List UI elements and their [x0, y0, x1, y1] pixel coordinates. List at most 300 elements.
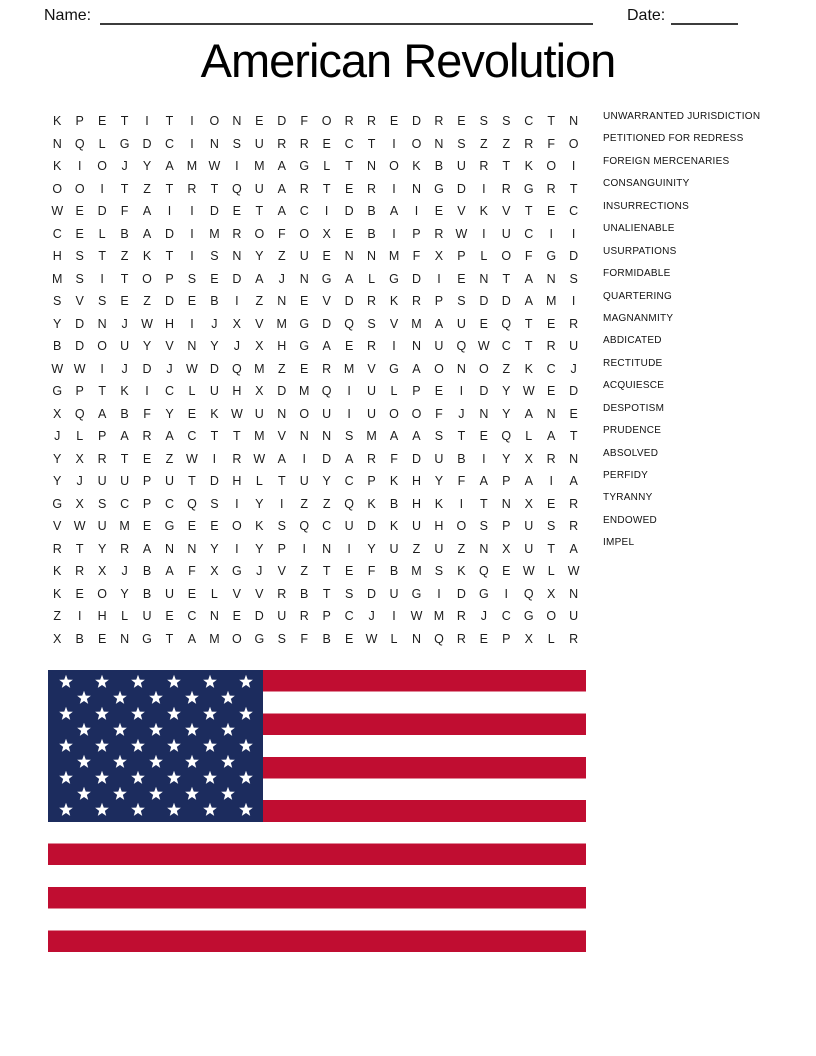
word-list-item: RECTITUDE — [603, 357, 663, 369]
grid-letter: Y — [53, 474, 62, 489]
grid-letter: U — [254, 181, 264, 196]
grid-letter: W — [455, 226, 468, 241]
grid-letter: H — [277, 339, 287, 354]
grid-letter: I — [571, 226, 576, 241]
grid-letter: S — [75, 249, 84, 264]
grid-letter: J — [121, 316, 128, 331]
grid-letter: T — [547, 114, 556, 129]
grid-letter: I — [324, 204, 329, 219]
grid-letter: I — [235, 159, 239, 174]
grid-letter: G — [523, 609, 534, 624]
grid-letter: Z — [143, 294, 151, 309]
grid-letter: L — [480, 249, 488, 264]
grid-letter: M — [433, 609, 445, 624]
grid-letter: T — [547, 541, 556, 556]
grid-letter: O — [254, 226, 265, 241]
flag-star — [113, 755, 127, 768]
grid-letter: O — [97, 159, 107, 174]
grid-letter: S — [457, 294, 466, 309]
grid-letter: W — [51, 204, 64, 219]
grid-letter: Y — [210, 541, 219, 556]
word-list-item: IMPEL — [603, 537, 635, 549]
flag-star — [95, 771, 109, 784]
grid-letter: I — [347, 406, 351, 421]
grid-letter: K — [389, 519, 399, 534]
grid-letter: N — [164, 541, 174, 556]
grid-letter: U — [524, 541, 534, 556]
grid-letter: U — [120, 339, 130, 354]
grid-letter: X — [434, 249, 444, 264]
grid-letter: D — [164, 226, 174, 241]
grid-letter: O — [568, 136, 579, 151]
grid-letter: I — [571, 294, 576, 309]
grid-letter: H — [232, 474, 242, 489]
grid-letter: T — [524, 204, 533, 219]
grid-letter: G — [119, 136, 130, 151]
grid-letter: O — [142, 271, 152, 286]
grid-letter: R — [277, 136, 287, 151]
word-list — [603, 106, 760, 555]
grid-letter: B — [300, 586, 309, 601]
grid-letter: C — [344, 474, 354, 489]
grid-letter: Z — [277, 361, 286, 376]
word-list-item: DESPOTISM — [603, 402, 665, 414]
grid-letter: N — [322, 541, 332, 556]
grid-letter: R — [569, 631, 579, 646]
grid-letter: J — [368, 609, 375, 624]
grid-letter: E — [344, 181, 354, 196]
grid-letter: O — [231, 519, 242, 534]
grid-letter: Y — [502, 406, 511, 421]
grid-letter: R — [434, 114, 444, 129]
grid-letter: S — [479, 519, 488, 534]
flag-star — [131, 739, 145, 752]
grid-letter: B — [389, 496, 399, 511]
grid-letter: S — [53, 294, 62, 309]
grid-letter: G — [142, 631, 152, 646]
grid-letter: K — [53, 159, 62, 174]
grid-letter: P — [434, 294, 444, 309]
grid-letter: P — [502, 474, 511, 489]
grid-letter: B — [322, 631, 331, 646]
grid-letter: U — [524, 519, 534, 534]
grid-letter: N — [209, 136, 219, 151]
grid-letter: R — [501, 181, 511, 196]
grid-letter: Y — [255, 249, 264, 264]
grid-letter: H — [164, 316, 174, 331]
flag-star — [203, 771, 217, 784]
grid-letter: S — [457, 136, 466, 151]
grid-letter: A — [277, 451, 286, 466]
grid-letter: U — [411, 519, 421, 534]
grid-letter: S — [569, 271, 578, 286]
grid-letter: T — [210, 181, 219, 196]
grid-letter: G — [254, 631, 265, 646]
grid-letter: P — [75, 384, 84, 399]
grid-letter: F — [367, 564, 376, 579]
grid-letter: Q — [74, 136, 85, 151]
grid-letter: L — [547, 564, 555, 579]
grid-letter: W — [186, 361, 198, 376]
grid-letter: T — [524, 339, 533, 354]
grid-letter: A — [344, 451, 354, 466]
grid-letter: D — [277, 114, 287, 129]
grid-letter: Q — [231, 361, 242, 376]
grid-letter: S — [75, 271, 84, 286]
grid-letter: X — [524, 496, 533, 511]
grid-letter: V — [53, 519, 62, 534]
grid-letter: O — [501, 249, 512, 264]
grid-letter: U — [209, 384, 219, 399]
grid-letter: G — [478, 586, 489, 601]
grid-letter: A — [412, 361, 421, 376]
grid-letter: G — [389, 271, 399, 286]
grid-letter: W — [410, 609, 423, 624]
grid-letter: M — [545, 294, 557, 309]
grid-letter: U — [434, 541, 444, 556]
grid-letter: L — [390, 384, 398, 399]
grid-letter: A — [322, 339, 331, 354]
grid-letter: I — [235, 541, 239, 556]
grid-letter: B — [120, 406, 129, 421]
grid-letter: T — [480, 496, 488, 511]
grid-letter: P — [142, 474, 152, 489]
grid-letter: D — [75, 316, 85, 331]
grid-letter: Q — [344, 316, 354, 331]
grid-letter: I — [100, 181, 104, 196]
grid-letter: M — [343, 361, 355, 376]
grid-letter: V — [389, 316, 399, 331]
word-list-item: ACQUIESCE — [603, 380, 665, 392]
grid-letter: C — [120, 496, 130, 511]
flag-star — [239, 803, 253, 816]
grid-letter: N — [277, 294, 287, 309]
grid-letter: R — [569, 496, 579, 511]
grid-letter: J — [121, 159, 128, 174]
grid-letter: R — [367, 339, 377, 354]
grid-letter: Z — [300, 496, 309, 511]
grid-letter: S — [344, 586, 354, 601]
word-list-item: FORMIDABLE — [603, 268, 671, 280]
grid-letter: A — [142, 541, 152, 556]
flag-star — [221, 787, 235, 800]
grid-letter: A — [524, 406, 533, 421]
grid-letter: Y — [367, 541, 376, 556]
grid-letter: Z — [502, 361, 511, 376]
flag-star — [149, 755, 163, 768]
grid-letter: U — [501, 226, 511, 241]
grid-letter: R — [456, 631, 466, 646]
grid-letter: M — [209, 631, 220, 646]
grid-letter: N — [209, 609, 219, 624]
grid-letter: N — [569, 451, 579, 466]
grid-letter: D — [479, 294, 489, 309]
grid-letter: N — [411, 631, 421, 646]
grid-letter: E — [547, 496, 556, 511]
grid-letter: A — [277, 159, 286, 174]
grid-letter: E — [434, 384, 444, 399]
grid-letter: O — [74, 181, 85, 196]
grid-letter: F — [457, 474, 466, 489]
grid-letter: D — [344, 294, 354, 309]
grid-letter: Q — [434, 631, 444, 646]
grid-letter: A — [479, 474, 488, 489]
grid-letter: L — [525, 429, 533, 444]
grid-letter: E — [97, 114, 107, 129]
grid-letter: N — [97, 316, 107, 331]
grid-letter: T — [345, 159, 353, 174]
grid-letter: A — [547, 429, 556, 444]
grid-letter: V — [322, 294, 331, 309]
grid-letter: N — [411, 181, 421, 196]
grid-letter: R — [569, 316, 579, 331]
word-list-item: PRUDENCE — [603, 425, 662, 437]
grid-letter: C — [299, 204, 309, 219]
flag-star — [59, 739, 73, 752]
grid-letter: R — [524, 136, 534, 151]
grid-letter: O — [97, 339, 107, 354]
grid-letter: F — [143, 406, 151, 421]
grid-letter: E — [187, 294, 197, 309]
grid-letter: B — [367, 226, 376, 241]
grid-letter: I — [302, 541, 306, 556]
grid-letter: X — [53, 631, 62, 646]
grid-letter: C — [344, 609, 354, 624]
grid-letter: I — [190, 114, 194, 129]
grid-letter: P — [97, 429, 107, 444]
grid-letter: A — [165, 564, 174, 579]
grid-letter: A — [142, 204, 152, 219]
grid-letter: D — [254, 609, 264, 624]
flag-star — [113, 787, 127, 800]
flag-star — [113, 723, 127, 736]
grid-letter: R — [411, 294, 421, 309]
flag-star — [239, 675, 253, 688]
flag-star — [149, 723, 163, 736]
grid-letter: T — [98, 249, 106, 264]
grid-letter: I — [482, 451, 486, 466]
grid-letter: I — [549, 226, 553, 241]
flag-star — [203, 675, 217, 688]
word-list-item: ENDOWED — [603, 514, 657, 526]
grid-letter: F — [188, 564, 196, 579]
grid-letter: V — [457, 204, 466, 219]
grid-letter: E — [547, 384, 556, 399]
flag-star — [167, 771, 181, 784]
grid-letter: U — [344, 519, 354, 534]
word-search-grid — [46, 110, 585, 650]
grid-letter: P — [165, 271, 174, 286]
grid-letter: K — [389, 294, 399, 309]
grid-letter: J — [121, 564, 128, 579]
grid-letter: K — [53, 586, 62, 601]
grid-letter: I — [280, 496, 284, 511]
grid-letter: E — [300, 361, 309, 376]
grid-letter: E — [457, 271, 466, 286]
grid-letter: E — [547, 204, 556, 219]
grid-letter: N — [569, 114, 579, 129]
word-list-item: UNALIENABLE — [603, 223, 675, 235]
flag-star — [221, 691, 235, 704]
grid-letter: N — [501, 496, 511, 511]
grid-letter: O — [546, 159, 557, 174]
grid-letter: S — [502, 114, 511, 129]
grid-letter: Z — [277, 249, 286, 264]
grid-letter: G — [299, 339, 310, 354]
grid-letter: Z — [120, 249, 129, 264]
flag-star — [221, 755, 235, 768]
grid-letter: A — [412, 429, 421, 444]
flag-star — [131, 707, 145, 720]
grid-letter: U — [434, 451, 444, 466]
grid-letter: A — [255, 271, 264, 286]
grid-letter: D — [569, 249, 579, 264]
grid-letter: U — [322, 406, 332, 421]
grid-letter: U — [569, 339, 579, 354]
grid-letter: Y — [502, 451, 511, 466]
grid-letter: I — [167, 204, 172, 219]
name-fill-line — [100, 23, 593, 25]
grid-letter: G — [52, 496, 63, 511]
grid-letter: H — [232, 384, 242, 399]
grid-letter: P — [412, 226, 421, 241]
grid-letter: E — [75, 204, 84, 219]
grid-letter: W — [51, 361, 64, 376]
grid-letter: Q — [523, 586, 534, 601]
grid-letter: Y — [255, 496, 264, 511]
grid-letter: K — [142, 249, 152, 264]
grid-letter: G — [389, 361, 399, 376]
grid-letter: I — [482, 181, 486, 196]
grid-letter: E — [322, 136, 331, 151]
grid-letter: M — [254, 361, 265, 376]
grid-letter: U — [389, 586, 399, 601]
grid-letter: T — [569, 429, 578, 444]
grid-letter: B — [53, 339, 62, 354]
grid-letter: E — [165, 609, 174, 624]
grid-letter: E — [479, 316, 488, 331]
grid-letter: B — [389, 564, 399, 579]
grid-letter: V — [255, 316, 264, 331]
grid-letter: F — [412, 249, 421, 264]
grid-letter: W — [522, 564, 535, 579]
grid-letter: E — [344, 631, 354, 646]
flag-star — [185, 787, 199, 800]
grid-letter: P — [367, 474, 376, 489]
word-list-item: PETITIONED FOR REDRESS — [603, 133, 744, 145]
grid-letter: I — [459, 384, 464, 399]
grid-letter: I — [482, 226, 486, 241]
grid-letter: A — [524, 271, 533, 286]
grid-letter: T — [120, 114, 129, 129]
grid-letter: F — [435, 406, 443, 421]
grid-letter: I — [235, 294, 239, 309]
grid-letter: L — [255, 474, 263, 489]
flag-star — [131, 803, 145, 816]
grid-letter: U — [569, 609, 579, 624]
grid-letter: A — [165, 159, 174, 174]
grid-letter: S — [367, 316, 376, 331]
grid-letter: N — [569, 586, 579, 601]
grid-letter: X — [255, 339, 264, 354]
grid-letter: B — [142, 586, 152, 601]
grid-letter: L — [121, 609, 129, 624]
word-list-item: ABSOLVED — [603, 447, 659, 459]
grid-letter: X — [524, 451, 533, 466]
grid-letter: T — [120, 271, 129, 286]
grid-letter: O — [209, 114, 220, 129]
grid-letter: D — [142, 361, 152, 376]
grid-letter: D — [456, 181, 466, 196]
grid-letter: R — [344, 114, 354, 129]
grid-letter: Q — [299, 519, 310, 534]
flag-star — [59, 707, 73, 720]
word-list-item: UNWARRANTED JURISDICTION — [603, 111, 761, 122]
grid-letter: D — [411, 271, 421, 286]
grid-letter: J — [211, 316, 218, 331]
flag-star — [185, 691, 199, 704]
grid-letter: T — [277, 474, 286, 489]
grid-letter: P — [457, 249, 466, 264]
grid-letter: B — [434, 159, 444, 174]
grid-letter: A — [569, 541, 578, 556]
grid-letter: E — [210, 271, 219, 286]
grid-letter: N — [322, 429, 332, 444]
grid-letter: R — [232, 451, 242, 466]
grid-letter: D — [569, 384, 579, 399]
grid-letter: Z — [255, 294, 264, 309]
grid-letter: C — [546, 361, 556, 376]
grid-letter: A — [524, 474, 533, 489]
grid-letter: G — [321, 271, 332, 286]
flag-star — [185, 755, 199, 768]
grid-letter: R — [97, 451, 107, 466]
flag-star — [77, 787, 91, 800]
grid-letter: C — [501, 339, 511, 354]
grid-letter: Q — [231, 181, 242, 196]
grid-letter: K — [412, 159, 421, 174]
grid-letter: R — [367, 294, 377, 309]
grid-letter: I — [392, 136, 396, 151]
flag-star — [239, 707, 253, 720]
grid-letter: D — [322, 316, 332, 331]
grid-letter: O — [299, 406, 310, 421]
flag-star — [59, 675, 73, 688]
grid-letter: B — [367, 204, 376, 219]
date-fill-line — [671, 23, 738, 25]
grid-letter: N — [411, 339, 421, 354]
grid-letter: Y — [322, 474, 331, 489]
grid-letter: O — [456, 519, 467, 534]
grid-letter: Y — [165, 406, 174, 421]
grid-letter: D — [479, 384, 489, 399]
grid-letter: W — [230, 406, 243, 421]
date-label: Date: — [627, 7, 666, 24]
grid-letter: X — [75, 451, 84, 466]
grid-letter: I — [459, 496, 464, 511]
grid-letter: Z — [412, 541, 421, 556]
page-title: American Revolution — [200, 34, 616, 87]
grid-letter: G — [231, 564, 242, 579]
grid-letter: T — [524, 316, 533, 331]
grid-letter: J — [480, 609, 487, 624]
grid-letter: A — [569, 474, 578, 489]
grid-letter: K — [120, 384, 129, 399]
grid-letter: E — [479, 429, 488, 444]
grid-letter: C — [187, 609, 197, 624]
grid-letter: S — [547, 519, 556, 534]
grid-letter: F — [547, 136, 556, 151]
